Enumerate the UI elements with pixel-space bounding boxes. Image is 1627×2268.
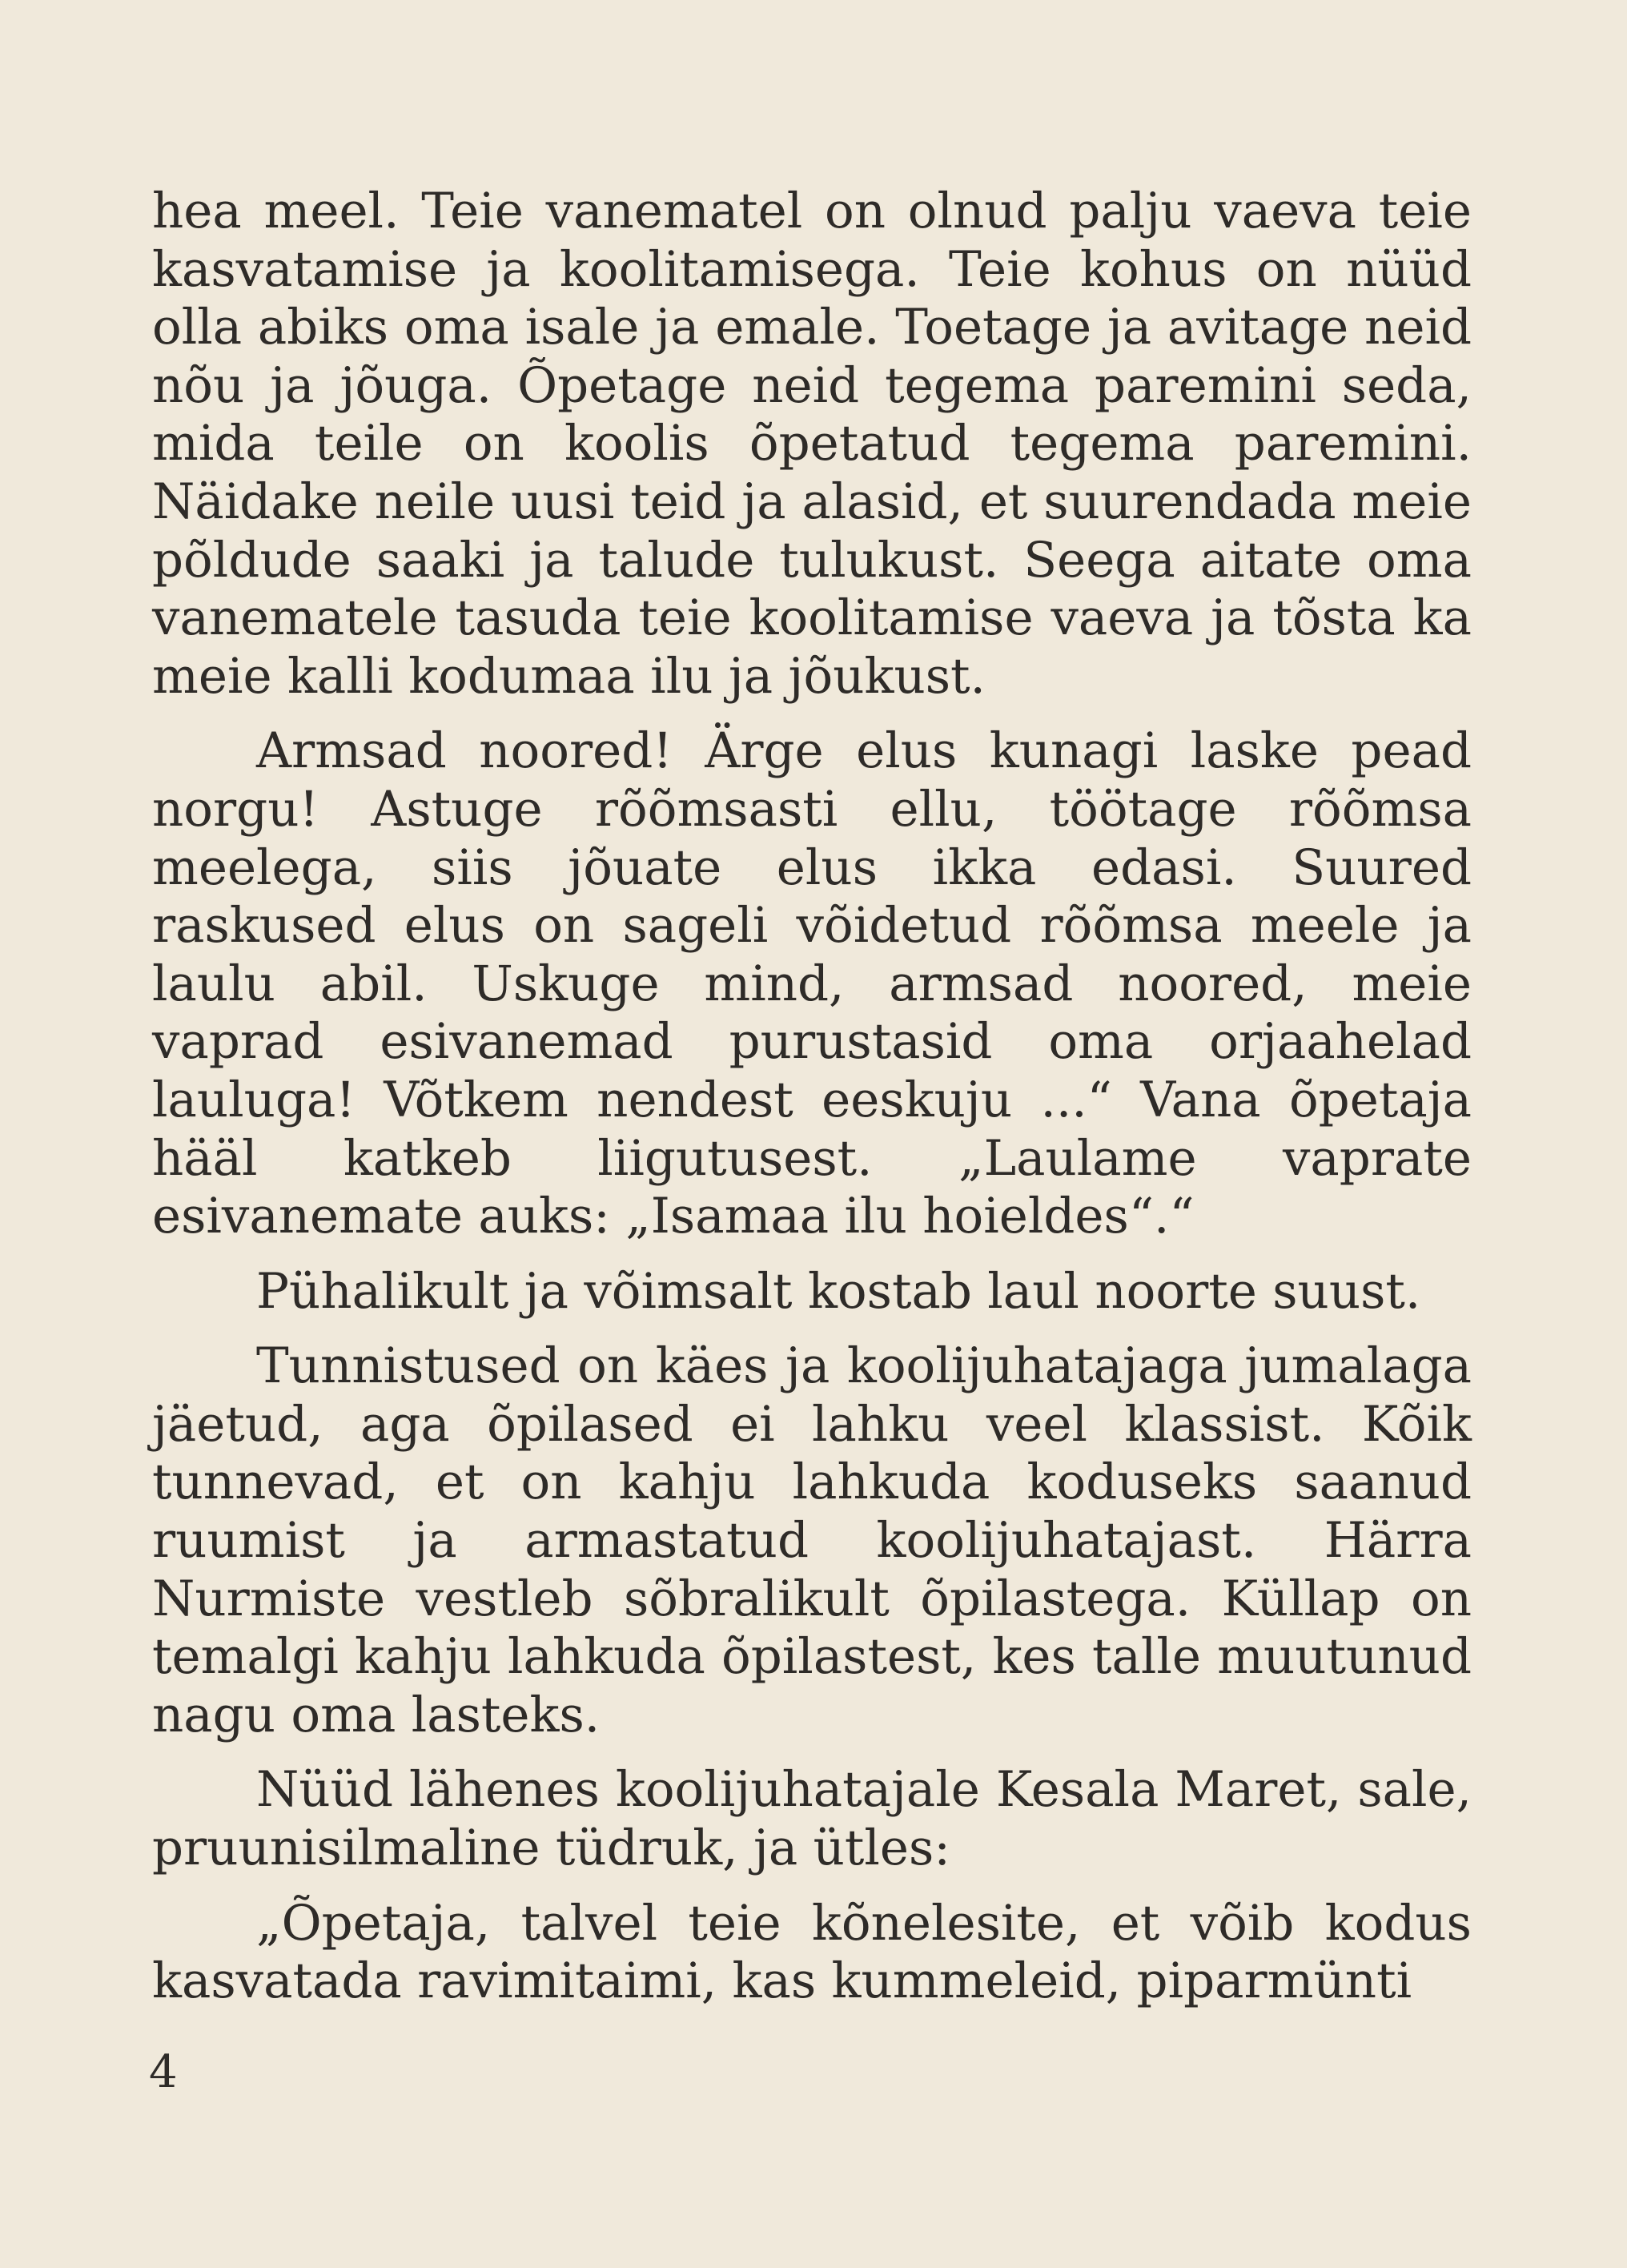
paragraph-4: Tunnistused on käes ja koolijuhatajaga jumalaga jäetud, aga õpilased ei lahku veel klassist. Kõik tunnevad, et on kahju lahkuda koduseks saanud ruumist ja armastatud koolijuhatajast. Härra Nurmiste vestleb sõbralikult õpilastega. Küllap on temalgi kahju lahkuda õpilastest, kes talle muutunud nagu oma lasteks. [152,1337,1472,1743]
paragraph-5: Nüüd lähenes koolijuhatajale Kesala Maret, sale, pruunisilmaline tüdruk, ja ütles: [152,1761,1472,1877]
body-text [152,183,1472,2011]
page-number: 4 [149,2046,178,2098]
paragraph-1: hea meel. Teie vanematel on olnud palju vaeva teie kasvatamise ja koolitamisega. Teie kohus on nüüd olla abiks oma isale ja emale. Toetage ja avitage neid nõu ja jõuga. Õpetage neid tegema paremini seda, mida teile on koolis õpetatud tegema paremini. Näidake neile uusi teid ja alasid, et suurendada meie põldude saaki ja talude tulukust. Seega aitate oma vanematele tasuda teie koolitamise vaeva ja tõsta ka meie kalli kodumaa ilu ja jõukust. [152,183,1472,705]
paragraph-6: „Õpetaja, talvel teie kõnelesite, et võib kodus kasvatada ravimitaimi, kas kummeleid, piparmünti [152,1894,1472,2010]
paragraph-2: Armsad noored! Ärge elus kunagi laske pead norgu! Astuge rõõmsasti ellu, töötage rõõmsa meelega, siis jõuate elus ikka edasi. Suured raskused elus on sageli võidetud rõõmsa meele ja laulu abil. Uskuge mind, armsad noored, meie vaprad esivanemad purustasid oma orjaahelad lauluga! Võtkem nendest eeskuju ...“ Vana õpetaja hääl katkeb liigutusest. „Laulame vaprate esivanemate auks: „Isamaa ilu hoieldes“.“ [152,722,1472,1245]
paragraph-3: Pühalikult ja võimsalt kostab laul noorte suust. [256,1262,1421,1320]
